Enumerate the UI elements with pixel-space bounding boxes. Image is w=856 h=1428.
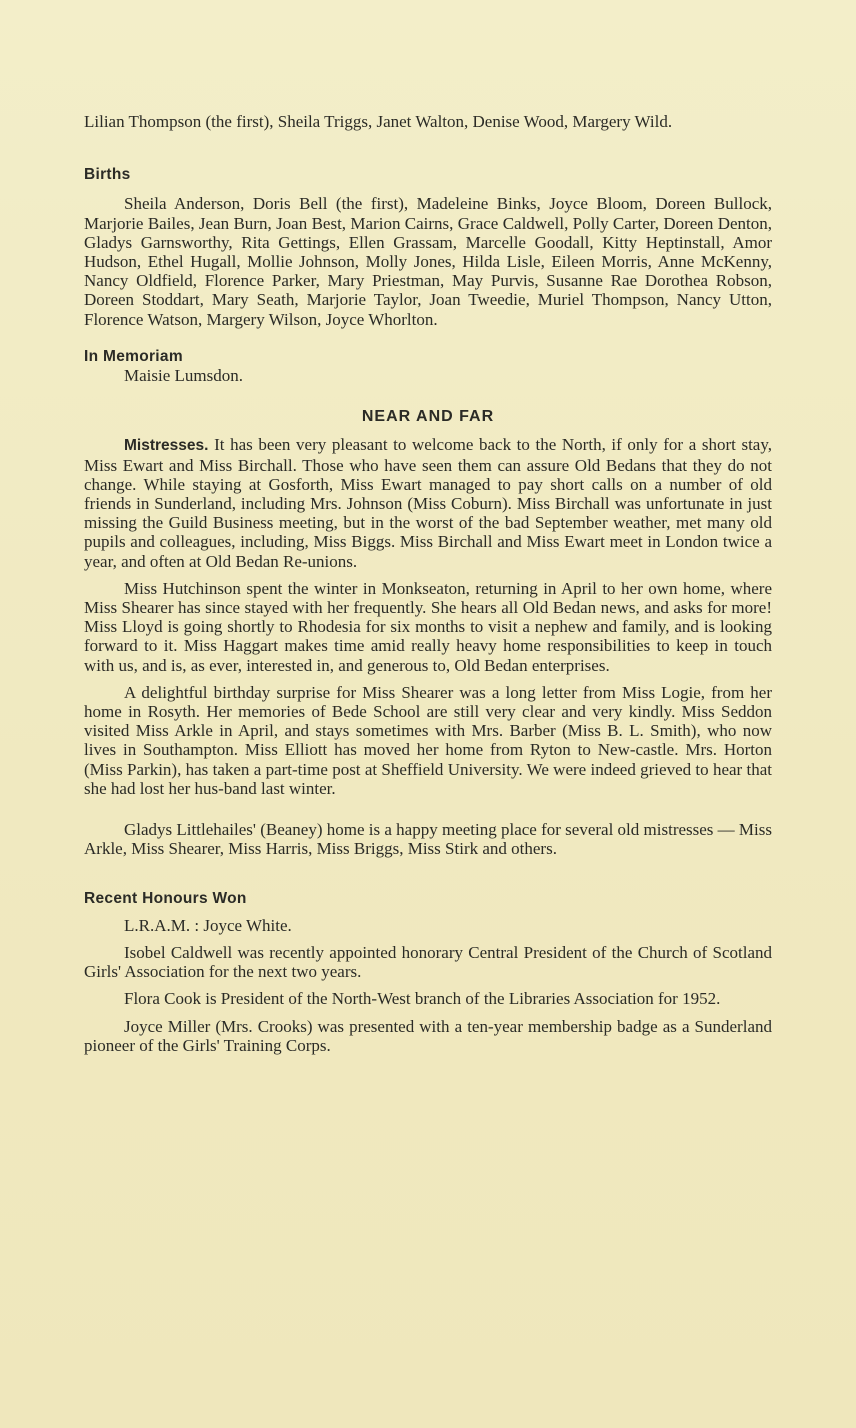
cook-paragraph: Flora Cook is President of the North-West branch of the Libraries Association for 1952. [124, 989, 721, 1009]
memoriam-paragraph: Maisie Lumsdon. [124, 366, 243, 386]
births-paragraph: Sheila Anderson, Doris Bell (the first), Madeleine Binks, Joyce Bloom, Doreen Bullock, Marjorie Bailes, Jean Burn, Joan Best, Marion Cairns, Grace Caldwell, Polly Carter, Doreen Denton, Gladys Garnsworthy, Rita Gettings, Ellen Grassam, Marcelle Goodall, Kitty Heptinstall, Amor Hudson, Ethel Hugall, Mollie Johnson, Molly Jones, Hilda Lisle, Eileen Morris, Anne McKenny, Nancy Oldfield, Florence Parker, Mary Priestman, May Purvis, Susanne Rae Dorothea Robson, Doreen Stoddart, Mary Seath, Marjorie Taylor, Joan Tweedie, Muriel Thompson, Nancy Utton, Florence Watson, Margery Wilson, Joyce Whorlton. [84, 194, 772, 329]
page-content [84, 112, 772, 1055]
hutchinson-paragraph: Miss Hutchinson spent the winter in Monkseaton, returning in April to her own home, where Miss Shearer has since stayed with her frequently. She hears all Old Bedan news, and asks for more! Miss Lloyd is going shortly to Rhodesia for six months to visit a nephew and family, and is looking forward to it. Miss Haggart makes time amid really heavy home responsibilities to keep in touch with us, and is, as ever, interested in, and generous to, Old Bedan enterprises. [84, 578, 772, 675]
miller-paragraph: Joyce Miller (Mrs. Crooks) was presented with a ten-year membership badge as a Sunderland pioneer of the Girls' Training Corps. [84, 1016, 772, 1055]
mistresses-text: It has been very pleasant to welcome back to the North, if only for a short stay, Miss Ewart and Miss Birchall. Those who have seen them can assure Old Bedans that they do not change. While staying at Gosforth, Miss Ewart managed to pay short calls on a number of old friends in Sunderland, including Mrs. Johnson (Miss Coburn). Miss Birchall was unfortunate in just missing the Guild Business meeting, but in the worst of the bad September weather, met many old pupils and colleagues, including, Miss Biggs. Miss Birchall and Miss Ewart meet in London twice a year, and often at Old Bedan Re-unions. [84, 435, 772, 571]
near-and-far-heading: NEAR AND FAR [361, 408, 495, 426]
honours-heading: Recent Honours Won [84, 889, 247, 907]
births-heading: Births [84, 166, 131, 184]
mistresses-paragraph [84, 435, 772, 570]
littlehailes-paragraph: Gladys Littlehailes' (Beaney) home is a happy meeting place for several old mistresses — Miss Arkle, Miss Shearer, Miss Harris, Miss Briggs, Miss Stirk and others. [84, 820, 772, 859]
memoriam-heading: In Memoriam [84, 347, 183, 365]
caldwell-paragraph: Isobel Caldwell was recently appointed honorary Central President of the Church of Scotland Girls' Association for the next two years. [84, 942, 772, 982]
intro-names-paragraph: Lilian Thompson (the first), Sheila Triggs, Janet Walton, Denise Wood, Margery Wild. [84, 112, 673, 131]
lram-line: L.R.A.M. : Joyce White. [124, 915, 292, 935]
shearer-paragraph: A delightful birthday surprise for Miss Shearer was a long letter from Miss Logie, from her home in Rosyth. Her memories of Bede School are still very clear and very kindly. Miss Seddon visited Miss Arkle in April, and stays sometimes with Mrs. Barber (Miss B. L. Smith), who now lives in Southampton. Miss Elliott has moved her home from Ryton to New-castle. Mrs. Horton (Miss Parkin), has taken a part-time post at Sheffield University. We were indeed grieved to hear that she had lost her hus-band last winter. [84, 682, 772, 798]
mistresses-label: Mistresses. [124, 437, 209, 455]
